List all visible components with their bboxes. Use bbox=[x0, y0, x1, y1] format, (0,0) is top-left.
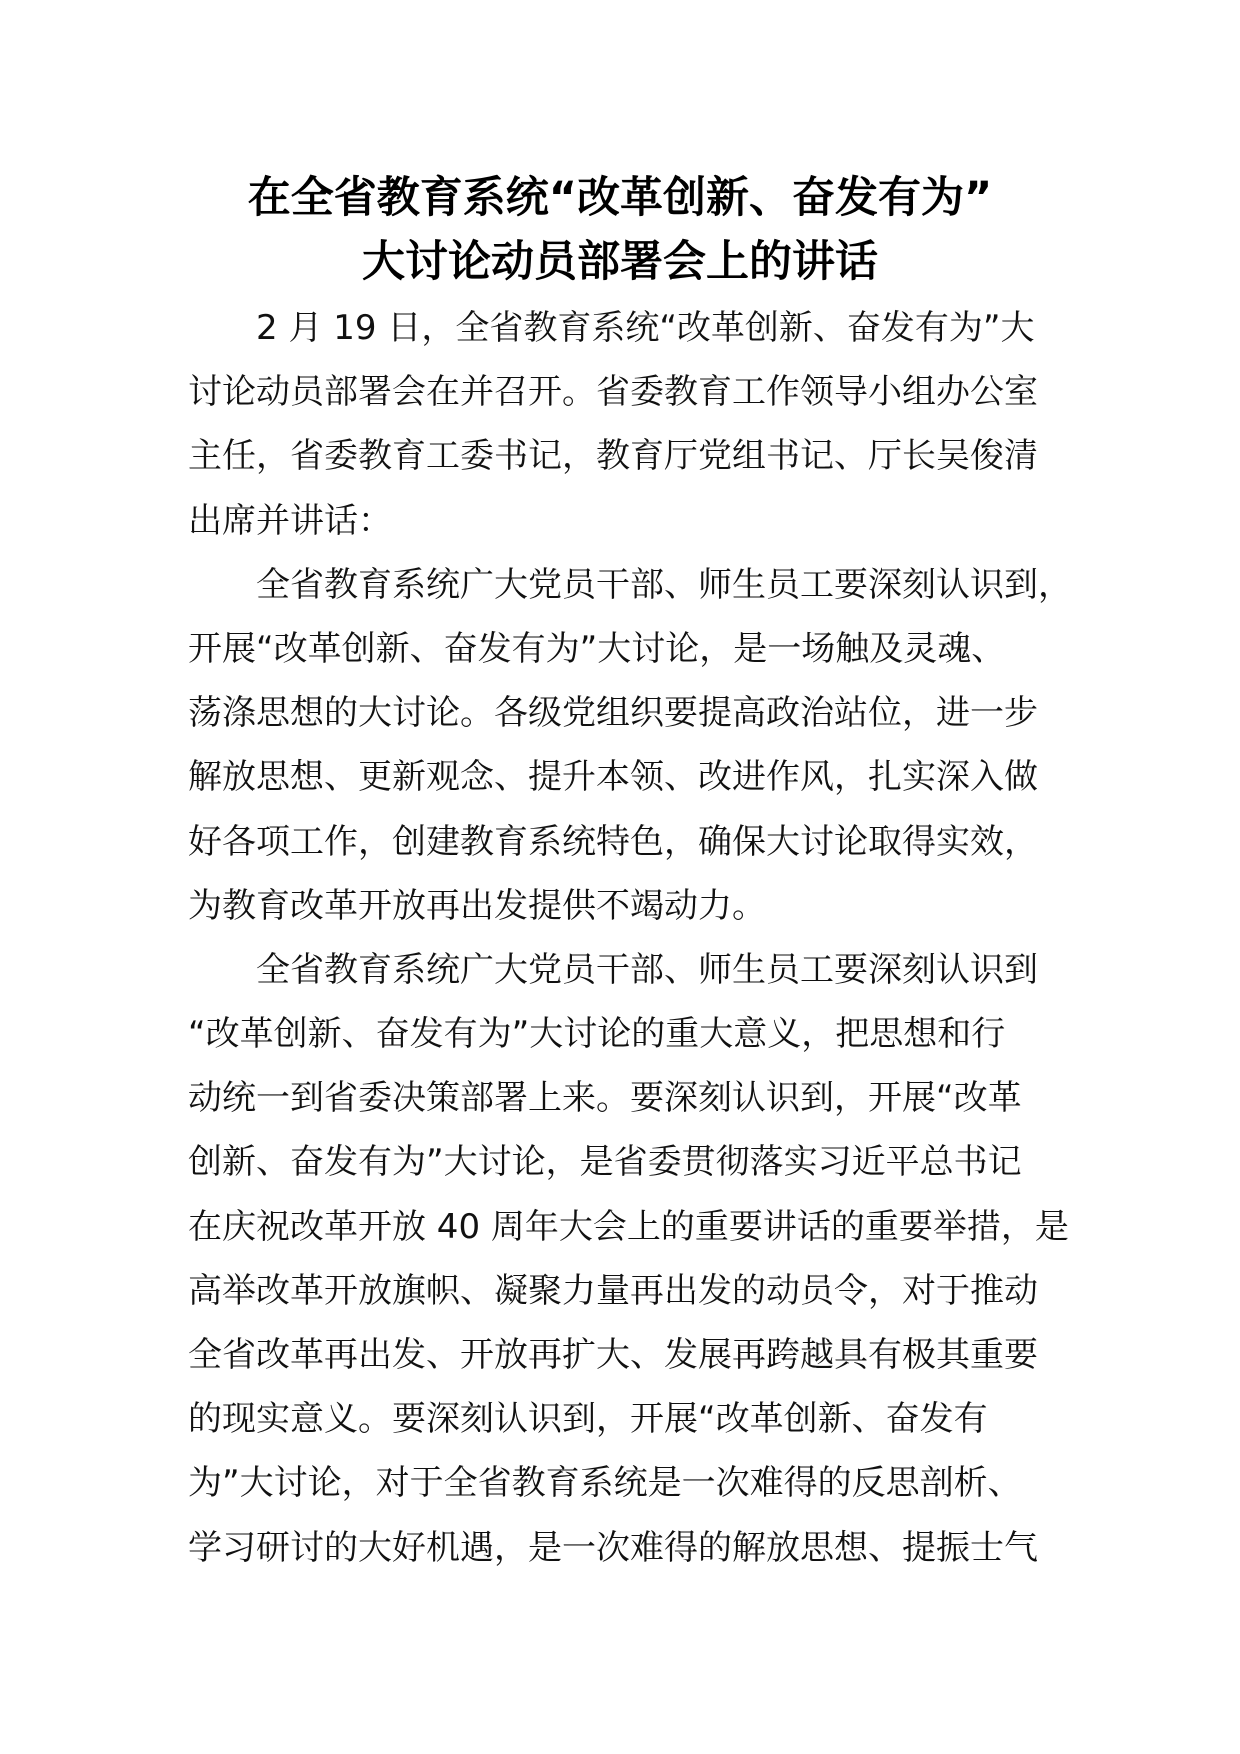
paragraph-line: 学习研讨的大好机遇，是一次难得的解放思想、提振士气 bbox=[188, 1527, 1038, 1568]
paragraph-line: 开展“改革创新、奋发有为”大讨论，是一场触及灵魂、 bbox=[188, 628, 1006, 669]
paragraph-line: 创新、奋发有为”大讨论，是省委贯彻落实习近平总书记 bbox=[188, 1142, 1022, 1183]
paragraph-line: 在庆祝改革开放 40 周年大会上的重要讲话的重要举措，是 bbox=[188, 1206, 1069, 1247]
paragraph-line: 出席并讲话： bbox=[188, 500, 392, 541]
paragraph-line: 解放思想、更新观念、提升本领、改进作风，扎实深入做 bbox=[188, 757, 1038, 798]
document-title bbox=[150, 166, 1090, 294]
paragraph-line: 为”大讨论，对于全省教育系统是一次难得的反思剖析、 bbox=[188, 1463, 1022, 1504]
paragraph-line: 高举改革开放旗帜、凝聚力量再出发的动员令，对于推动 bbox=[188, 1270, 1038, 1311]
document-body bbox=[188, 296, 1072, 1580]
paragraph-line: 讨论动员部署会在并召开。省委教育工作领导小组办公室 bbox=[188, 372, 1038, 413]
paragraph-line: 2 月 19 日，全省教育系统“改革创新、奋发有为”大 bbox=[256, 308, 1035, 348]
paragraph-line: “改革创新、奋发有为”大讨论的重大意义，把思想和行 bbox=[188, 1014, 1006, 1055]
paragraph-2 bbox=[188, 553, 1072, 938]
paragraph-line: 全省教育系统广大党员干部、师生员工要深刻认识到 bbox=[256, 949, 1038, 990]
paragraph-line: 全省教育系统广大党员干部、师生员工要深刻认识到， bbox=[256, 564, 1072, 605]
paragraph-line: 动统一到省委决策部署上来。要深刻认识到，开展“改革 bbox=[188, 1078, 1022, 1119]
paragraph-line: 主任，省委教育工委书记，教育厅党组书记、厅长吴俊清 bbox=[188, 436, 1038, 477]
paragraph-line: 全省改革再出发、开放再扩大、发展再跨越具有极其重要 bbox=[188, 1335, 1038, 1375]
title-line-1: 在全省教育系统“改革创新、奋发有为” bbox=[247, 173, 993, 223]
paragraph-3 bbox=[188, 938, 1069, 1580]
paragraph-line: 的现实意义。要深刻认识到，开展“改革创新、奋发有 bbox=[188, 1399, 988, 1440]
title-line-2: 大讨论动员部署会上的讲话 bbox=[362, 237, 878, 287]
paragraph-line: 荡涤思想的大讨论。各级党组织要提高政治站位，进一步 bbox=[188, 693, 1038, 734]
paragraph-line: 为教育改革开放再出发提供不竭动力。 bbox=[188, 885, 766, 926]
paragraph-1 bbox=[188, 296, 1058, 553]
paragraph-line: 好各项工作，创建教育系统特色，确保大讨论取得实效， bbox=[188, 821, 1038, 862]
